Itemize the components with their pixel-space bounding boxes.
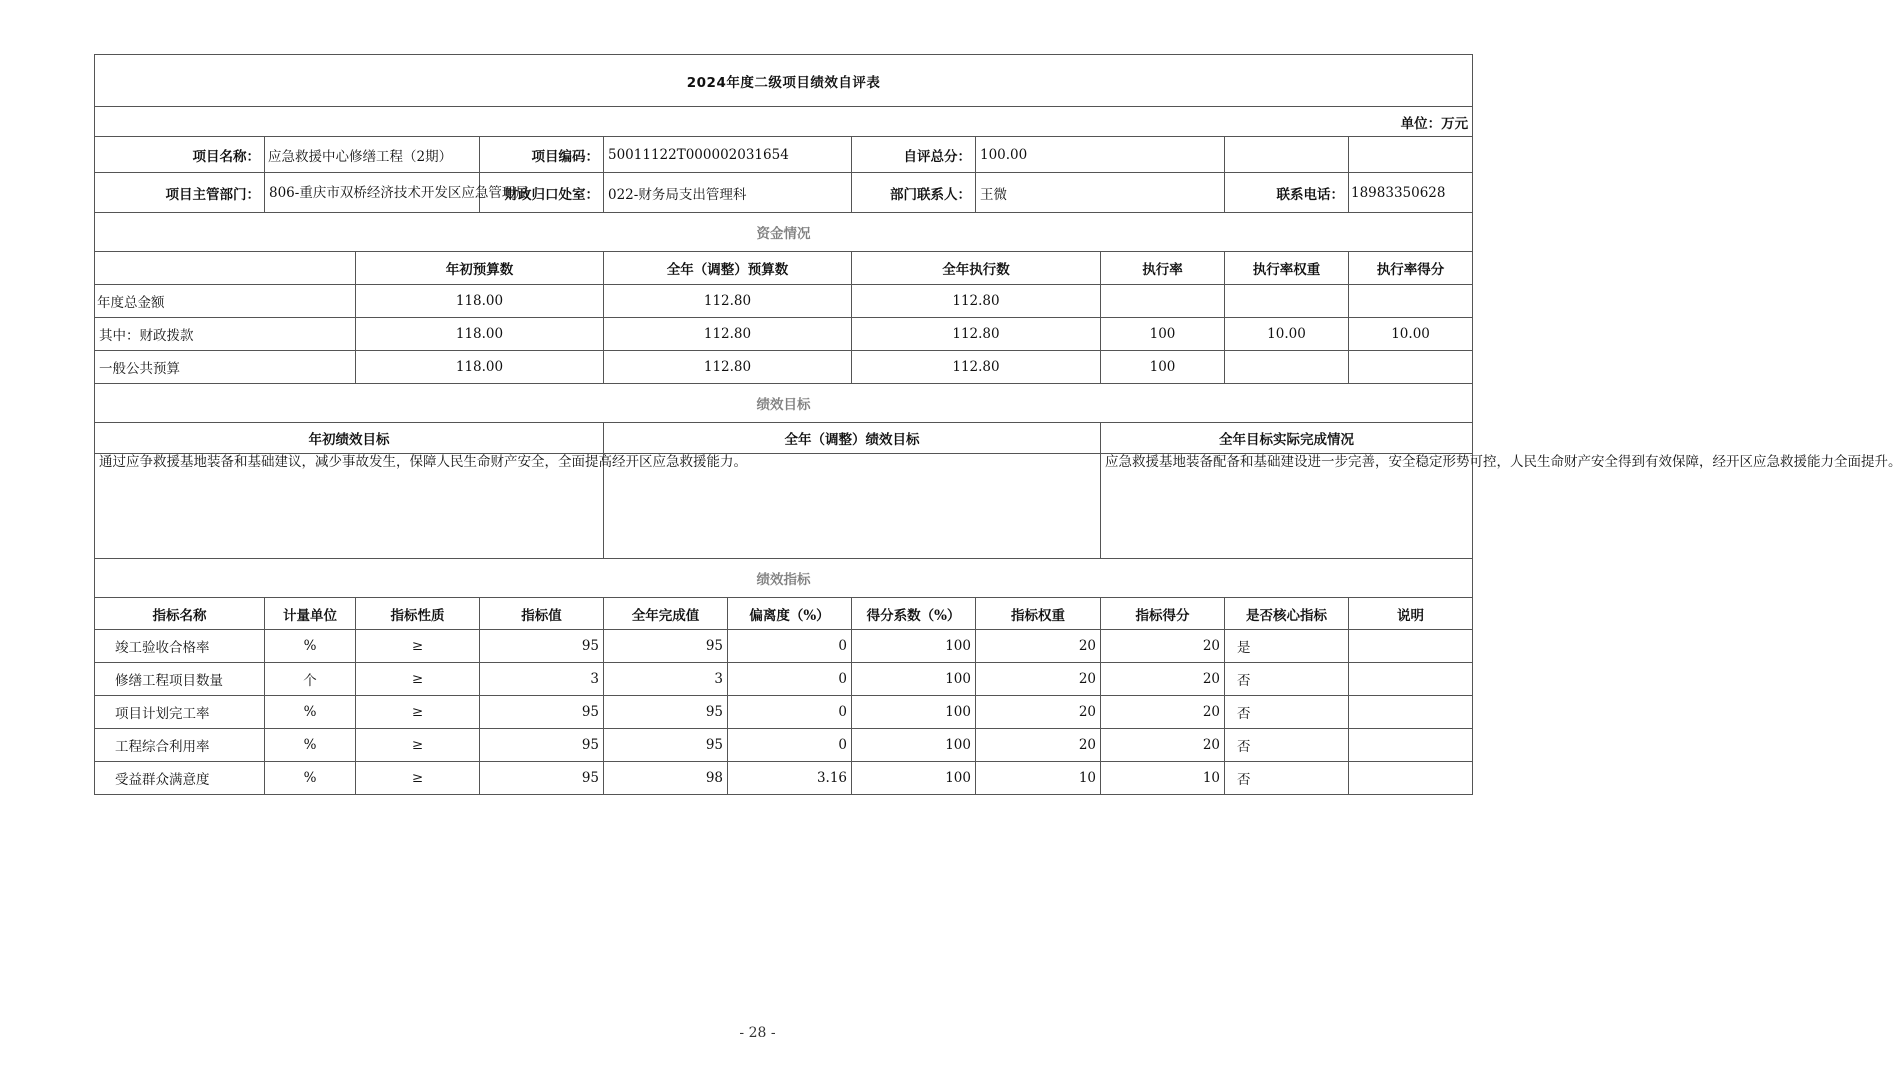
ind-nature: ≥: [356, 630, 480, 663]
goals-header-actual: 全年目标实际完成情况: [1101, 423, 1473, 454]
table-row: [95, 630, 1473, 663]
ind-weight: 20: [976, 663, 1101, 696]
ind-core: 否: [1225, 663, 1349, 696]
ind-deviation: 0: [728, 663, 852, 696]
funds-row-adjusted: 112.80: [604, 285, 852, 318]
ind-header-weight: 指标权重: [976, 598, 1101, 630]
total-score-label: 自评总分：: [852, 137, 976, 173]
ind-nature: ≥: [356, 762, 480, 795]
ind-weight: 20: [976, 729, 1101, 762]
funds-header-initial: 年初预算数: [356, 252, 604, 285]
funds-row-rate: 100: [1101, 351, 1225, 384]
ind-header-name: 指标名称: [95, 598, 265, 630]
ind-deviation: 3.16: [728, 762, 852, 795]
goal-actual-text: 应急救援基地装备配备和基础建设进一步完善，安全稳定形势可控，人民生命财产安全得到有效保障，经开区应急救援能力全面提升。: [1101, 454, 1473, 559]
ind-unit: %: [265, 630, 356, 663]
ind-name: 工程综合利用率: [95, 729, 265, 762]
ind-target: 95: [480, 696, 604, 729]
ind-target: 95: [480, 729, 604, 762]
dept-label: 项目主管部门：: [95, 173, 265, 213]
ind-coef: 100: [852, 630, 976, 663]
funds-row-initial: 118.00: [356, 318, 604, 351]
goal-initial-text: 通过应争救援基地装备和基础建议，减少事故发生，保障人民生命财产安全，全面提高经开区应急救援能力。: [95, 454, 604, 559]
funds-header-weight: 执行率权重: [1225, 252, 1349, 285]
ind-score: 20: [1101, 630, 1225, 663]
funds-row-initial: 118.00: [356, 351, 604, 384]
funds-row: [95, 318, 1473, 351]
funds-row-weight: 10.00: [1225, 318, 1349, 351]
ind-score: 20: [1101, 729, 1225, 762]
ind-core: 否: [1225, 729, 1349, 762]
funds-row-adjusted: 112.80: [604, 351, 852, 384]
funds-row-score: [1349, 351, 1473, 384]
ind-target: 3: [480, 663, 604, 696]
funds-header-score: 执行率得分: [1349, 252, 1473, 285]
table-row: [95, 729, 1473, 762]
ind-unit: %: [265, 729, 356, 762]
ind-header-done: 全年完成值: [604, 598, 728, 630]
funds-row-executed: 112.80: [852, 285, 1101, 318]
goals-section-title: 绩效目标: [95, 384, 1473, 423]
funds-row-adjusted: 112.80: [604, 318, 852, 351]
phone-value: 18983350628: [1349, 173, 1473, 213]
project-name-label: 项目名称：: [95, 137, 265, 173]
funds-row-name: 其中：财政拨款: [95, 318, 356, 351]
funds-row-score: [1349, 285, 1473, 318]
ind-header-unit: 计量单位: [265, 598, 356, 630]
goals-header-initial: 年初绩效目标: [95, 423, 604, 454]
ind-note: [1349, 630, 1473, 663]
ind-note: [1349, 663, 1473, 696]
funds-header-blank: [95, 252, 356, 285]
ind-core: 否: [1225, 762, 1349, 795]
ind-core: 否: [1225, 696, 1349, 729]
ind-done: 95: [604, 630, 728, 663]
funds-row-name: 年度总金额: [95, 285, 356, 318]
ind-deviation: 0: [728, 696, 852, 729]
funds-row-initial: 118.00: [356, 285, 604, 318]
ind-done: 3: [604, 663, 728, 696]
ind-unit: %: [265, 696, 356, 729]
ind-coef: 100: [852, 762, 976, 795]
ind-header-nature: 指标性质: [356, 598, 480, 630]
funds-row-executed: 112.80: [852, 351, 1101, 384]
funds-header-adjusted: 全年（调整）预算数: [604, 252, 852, 285]
evaluation-table: [94, 54, 1902, 795]
ind-weight: 10: [976, 762, 1101, 795]
funds-row-rate: [1101, 285, 1225, 318]
finance-label: 财政归口处室：: [480, 173, 604, 213]
ind-score: 10: [1101, 762, 1225, 795]
ind-name: 竣工验收合格率: [95, 630, 265, 663]
funds-row: [95, 285, 1473, 318]
ind-done: 95: [604, 696, 728, 729]
funds-row-weight: [1225, 351, 1349, 384]
funds-section-title: 资金情况: [95, 213, 1473, 252]
ind-nature: ≥: [356, 663, 480, 696]
total-score-value: 100.00: [976, 137, 1225, 173]
goals-header-adjusted: 全年（调整）绩效目标: [604, 423, 1101, 454]
ind-weight: 20: [976, 696, 1101, 729]
ind-coef: 100: [852, 729, 976, 762]
funds-header-executed: 全年执行数: [852, 252, 1101, 285]
funds-row-executed: 112.80: [852, 318, 1101, 351]
ind-header-coef: 得分系数（%）: [852, 598, 976, 630]
evaluation-sheet: [94, 54, 1902, 795]
project-code-label: 项目编码：: [480, 137, 604, 173]
page-number: - 28 -: [739, 1025, 776, 1041]
ind-core: 是: [1225, 630, 1349, 663]
funds-row-score: 10.00: [1349, 318, 1473, 351]
funds-row-rate: 100: [1101, 318, 1225, 351]
funds-row-name: 一般公共预算: [95, 351, 356, 384]
funds-header-rate: 执行率: [1101, 252, 1225, 285]
ind-unit: 个: [265, 663, 356, 696]
ind-done: 95: [604, 729, 728, 762]
ind-score: 20: [1101, 696, 1225, 729]
ind-score: 20: [1101, 663, 1225, 696]
ind-header-note: 说明: [1349, 598, 1473, 630]
ind-target: 95: [480, 762, 604, 795]
ind-target: 95: [480, 630, 604, 663]
ind-weight: 20: [976, 630, 1101, 663]
phone-label: 联系电话：: [1225, 173, 1349, 213]
funds-row: [95, 351, 1473, 384]
ind-nature: ≥: [356, 729, 480, 762]
empty-cell: [1349, 137, 1473, 173]
dept-value: 806-重庆市双桥经济技术开发区应急管理局: [265, 173, 480, 213]
contact-value: 王微: [976, 173, 1225, 213]
indicators-section-title: 绩效指标: [95, 559, 1473, 598]
ind-deviation: 0: [728, 630, 852, 663]
ind-nature: ≥: [356, 696, 480, 729]
ind-coef: 100: [852, 696, 976, 729]
ind-unit: %: [265, 762, 356, 795]
table-row: [95, 663, 1473, 696]
funds-row-weight: [1225, 285, 1349, 318]
ind-header-score: 指标得分: [1101, 598, 1225, 630]
ind-name: 项目计划完工率: [95, 696, 265, 729]
project-code-value: 50011122T000002031654: [604, 137, 852, 173]
empty-cell: [1225, 137, 1349, 173]
ind-name: 修缮工程项目数量: [95, 663, 265, 696]
ind-note: [1349, 729, 1473, 762]
ind-deviation: 0: [728, 729, 852, 762]
ind-header-core: 是否核心指标: [1225, 598, 1349, 630]
ind-note: [1349, 762, 1473, 795]
ind-coef: 100: [852, 663, 976, 696]
table-row: [95, 762, 1473, 795]
unit-label: 单位：万元: [95, 107, 1473, 137]
project-name-value: 应急救援中心修缮工程（2期）: [265, 137, 480, 173]
contact-label: 部门联系人：: [852, 173, 976, 213]
page-title: 2024年度二级项目绩效自评表: [95, 55, 1473, 107]
ind-name: 受益群众满意度: [95, 762, 265, 795]
table-row: [95, 696, 1473, 729]
ind-note: [1349, 696, 1473, 729]
ind-header-target: 指标值: [480, 598, 604, 630]
ind-header-deviation: 偏离度（%）: [728, 598, 852, 630]
finance-value: 022-财务局支出管理科: [604, 173, 852, 213]
ind-done: 98: [604, 762, 728, 795]
